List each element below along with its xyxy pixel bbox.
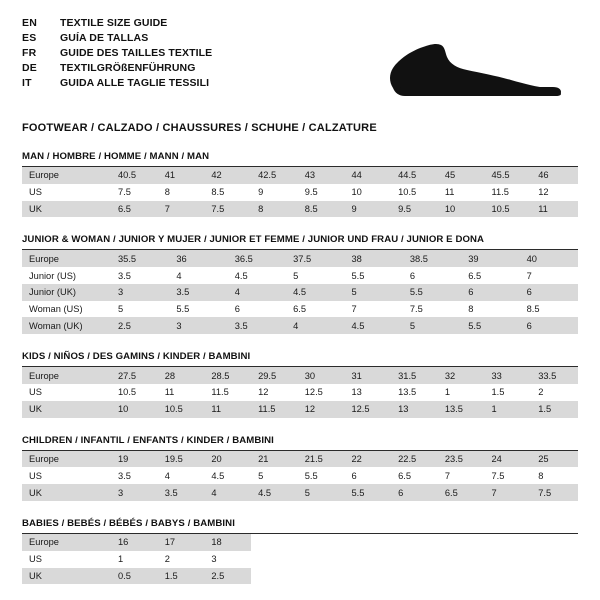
- cell: 9: [344, 201, 391, 218]
- row-label: UK: [22, 401, 111, 418]
- table-row: [22, 467, 578, 484]
- cell: 30: [298, 367, 345, 384]
- cell: 37.5: [286, 250, 344, 267]
- cell: 13.5: [438, 401, 485, 418]
- language-code: DE: [22, 61, 37, 74]
- cell: 17: [158, 534, 205, 551]
- cell-empty: [485, 551, 532, 568]
- cell: 6: [351, 470, 357, 481]
- cell-empty: [531, 568, 578, 585]
- cell-empty: [344, 551, 391, 568]
- row-label: Europe: [22, 534, 111, 551]
- cell: 4: [164, 470, 170, 481]
- row-label: US: [29, 470, 42, 481]
- table-row: [22, 451, 578, 468]
- language-title-body: [22, 16, 212, 90]
- row-label: Europe: [22, 367, 111, 384]
- block-title: CHILDREN / INFANTIL / ENFANTS / KINDER / BAMBINI: [22, 434, 274, 446]
- cell: 12.5: [304, 387, 323, 398]
- cell: 11: [164, 387, 175, 398]
- cell-empty: [251, 534, 298, 551]
- language-title: GUIDE DES TAILLES TEXTILE: [60, 46, 213, 59]
- cell: 1.5: [491, 387, 505, 398]
- cell: 41: [158, 167, 205, 184]
- cell: 12: [258, 387, 269, 398]
- cell: 23.5: [438, 451, 485, 468]
- cell: 45: [438, 167, 485, 184]
- table-row: [22, 534, 578, 551]
- cell: 35.5: [111, 250, 169, 267]
- cell: 6: [520, 284, 578, 301]
- block-title: MAN / HOMBRE / HOMME / MANN / MAN: [22, 151, 210, 162]
- cell: 7.5: [204, 201, 251, 218]
- cell: 6: [391, 484, 438, 501]
- cell: 3.5: [169, 284, 227, 301]
- cell: 6.5: [398, 470, 412, 481]
- cell: 8: [251, 201, 298, 218]
- cell: 8: [468, 304, 474, 315]
- cell: 31: [344, 367, 391, 384]
- cell: 19.5: [158, 451, 205, 468]
- cell: 5: [293, 270, 299, 281]
- cell: 1: [485, 401, 532, 418]
- row-label: UK: [22, 568, 111, 585]
- cell: 7.5: [409, 304, 423, 315]
- size-block-junior-woman: [22, 234, 578, 334]
- size-table: [22, 534, 578, 584]
- cell: 5: [258, 470, 264, 481]
- cell: 1.5: [531, 401, 578, 418]
- cell: 10.5: [398, 187, 417, 198]
- cell: 7: [444, 470, 450, 481]
- cell: 43: [298, 167, 345, 184]
- language-title: TEXTILGRÖßENFÜHRUNG: [60, 61, 196, 74]
- cell: 4: [228, 284, 286, 301]
- cell: 5.5: [461, 317, 519, 334]
- cell: 6: [409, 270, 416, 281]
- cell: 33: [485, 367, 532, 384]
- size-table: [22, 367, 578, 417]
- cell: 13.5: [398, 387, 417, 398]
- cell: 2: [164, 554, 170, 565]
- cell: 11.5: [491, 187, 509, 198]
- cell: 6.5: [468, 270, 482, 281]
- size-table: [22, 250, 578, 334]
- cell: 11.5: [251, 401, 298, 418]
- dress-shoe-icon: [370, 30, 570, 108]
- table-row: [22, 250, 578, 267]
- cell-empty: [344, 568, 391, 585]
- table-row: [22, 201, 578, 218]
- cell: 3: [169, 317, 227, 334]
- cell: 13: [351, 387, 362, 398]
- cell-empty: [531, 551, 578, 568]
- cell: 3.5: [228, 317, 286, 334]
- cell: 11: [444, 187, 455, 198]
- cell: 42.5: [251, 167, 298, 184]
- cell: 21.5: [298, 451, 345, 468]
- language-code: FR: [22, 46, 37, 59]
- cell: 4: [176, 270, 182, 281]
- cell: 10: [351, 187, 362, 198]
- cell-empty: [485, 534, 532, 551]
- cell: 10.5: [158, 401, 205, 418]
- table-row: [22, 384, 578, 401]
- cell: 8: [538, 470, 544, 481]
- block-title: KIDS / NIÑOS / DES GAMINS / KINDER / BAMBINI: [22, 351, 251, 363]
- cell: 10.5: [118, 387, 137, 398]
- cell: 11.5: [211, 387, 229, 398]
- cell-empty: [438, 568, 485, 585]
- cell: 32: [438, 367, 485, 384]
- page-title: FOOTWEAR / CALZADO / CHAUSSURES / SCHUHE / CALZATURE: [22, 122, 377, 134]
- row-label: Woman (US): [29, 304, 83, 315]
- cell: 36.5: [228, 250, 286, 267]
- cell-empty: [298, 551, 345, 568]
- cell: 7: [351, 304, 357, 315]
- cell: 31.5: [391, 367, 438, 384]
- cell: 22.5: [391, 451, 438, 468]
- block-title: BABIES / BEBÉS / BÉBÉS / BABYS / BAMBINI: [22, 517, 235, 529]
- cell: 36: [169, 250, 227, 267]
- cell: 5.5: [351, 270, 365, 281]
- cell: 20: [204, 451, 251, 468]
- cell: 1: [444, 387, 450, 398]
- cell: 9: [258, 187, 264, 198]
- table-row: [22, 267, 578, 284]
- cell: 4.5: [234, 270, 248, 281]
- cell: 27.5: [111, 367, 158, 384]
- cell: 5.5: [403, 284, 461, 301]
- row-label: Woman (UK): [22, 317, 111, 334]
- cell: 2.5: [111, 317, 169, 334]
- language-title: GUÍA DE TALLAS: [60, 32, 149, 45]
- cell-empty: [391, 551, 438, 568]
- cell: 4.5: [251, 484, 298, 501]
- cell: 1: [118, 554, 124, 565]
- cell: 13: [391, 401, 438, 418]
- cell: 4: [286, 317, 344, 334]
- cell: 12: [538, 187, 549, 198]
- cell: 44: [344, 167, 391, 184]
- cell: 3: [111, 484, 158, 501]
- cell: 46: [531, 167, 578, 184]
- cell: 39: [461, 250, 519, 267]
- table-row: [22, 367, 578, 384]
- language-code: EN: [22, 17, 37, 30]
- cell: 40.5: [111, 167, 158, 184]
- cell: 12: [298, 401, 345, 418]
- size-table: [22, 167, 578, 217]
- row-label: Europe: [22, 451, 111, 468]
- row-label: US: [29, 554, 42, 565]
- cell-empty: [438, 551, 485, 568]
- cell: 25: [531, 451, 578, 468]
- cell: 5: [298, 484, 345, 501]
- cell: 7.5: [118, 187, 131, 198]
- language-title: TEXTILE SIZE GUIDE: [60, 17, 168, 30]
- cell: 2.5: [204, 568, 251, 585]
- table-row: [22, 184, 578, 201]
- table-row: [22, 284, 578, 301]
- size-block-man: [22, 151, 578, 217]
- row-label: Europe: [22, 167, 111, 184]
- cell-empty: [344, 534, 391, 551]
- cell: 5: [403, 317, 461, 334]
- language-row: [22, 76, 212, 91]
- cell: 4.5: [211, 470, 225, 481]
- cell: 0.5: [111, 568, 158, 585]
- row-label: US: [29, 387, 42, 398]
- cell: 11: [531, 201, 578, 218]
- language-row: [22, 61, 212, 76]
- language-row: [22, 16, 212, 31]
- table-row: [22, 484, 578, 501]
- cell: 6.5: [111, 201, 158, 218]
- cell: 5: [345, 284, 403, 301]
- cell: 8: [164, 187, 170, 198]
- cell: 19: [111, 451, 158, 468]
- size-block-babies: [22, 518, 578, 584]
- cell: 6: [234, 304, 240, 315]
- row-label: UK: [22, 201, 111, 218]
- cell: 10: [438, 201, 485, 218]
- language-code: IT: [22, 76, 32, 89]
- cell: 7: [526, 270, 532, 281]
- cell: 3.5: [158, 484, 205, 501]
- cell: 10: [111, 401, 158, 418]
- cell: 6.5: [438, 484, 485, 501]
- table-row: [22, 401, 578, 418]
- cell-empty: [485, 568, 532, 585]
- language-row: [22, 46, 212, 61]
- cell: 8.5: [211, 187, 225, 198]
- table-row: [22, 551, 578, 568]
- cell: 38: [345, 250, 403, 267]
- cell: 8.5: [298, 201, 345, 218]
- cell: 18: [204, 534, 251, 551]
- cell: 4.5: [345, 317, 403, 334]
- cell: 28: [158, 367, 205, 384]
- cell: 5.5: [344, 484, 391, 501]
- cell: 3: [111, 284, 169, 301]
- cell-empty: [298, 568, 345, 585]
- cell: 9.5: [391, 201, 438, 218]
- cell: 12.5: [344, 401, 391, 418]
- cell: 7: [158, 201, 205, 218]
- cell-empty: [298, 534, 345, 551]
- language-title-list: [22, 16, 212, 90]
- row-label: Junior (UK): [22, 284, 111, 301]
- cell: 6: [461, 284, 519, 301]
- cell: 4.5: [286, 284, 344, 301]
- cell: 40: [520, 250, 578, 267]
- row-label: Europe: [22, 250, 111, 267]
- cell: 29.5: [251, 367, 298, 384]
- cell: 10.5: [485, 201, 532, 218]
- cell: 21: [251, 451, 298, 468]
- cell: 33.5: [531, 367, 578, 384]
- cell: 2: [538, 387, 544, 398]
- cell: 1.5: [158, 568, 205, 585]
- cell: 22: [344, 451, 391, 468]
- cell: 3.5: [118, 270, 131, 281]
- table-row: [22, 301, 578, 318]
- cell-empty: [391, 568, 438, 585]
- cell: 16: [111, 534, 158, 551]
- cell: 7: [485, 484, 532, 501]
- table-row: [22, 317, 578, 334]
- cell-empty: [531, 534, 578, 551]
- row-label: UK: [22, 484, 111, 501]
- cell: 44.5: [391, 167, 438, 184]
- language-code: ES: [22, 32, 37, 45]
- language-row: [22, 31, 212, 46]
- cell-empty: [251, 568, 298, 585]
- cell: 6.5: [293, 304, 307, 315]
- block-title: JUNIOR & WOMAN / JUNIOR Y MUJER / JUNIOR ET FEMME / JUNIOR UND FRAU / JUNIOR E DONA: [22, 234, 485, 246]
- row-label: US: [29, 187, 42, 198]
- cell: 7.5: [531, 484, 578, 501]
- cell: 8.5: [526, 304, 540, 315]
- language-title: GUIDA ALLE TAGLIE TESSILI: [60, 76, 210, 89]
- cell-empty: [438, 534, 485, 551]
- cell: 4: [204, 484, 251, 501]
- cell-empty: [251, 551, 298, 568]
- size-table: [22, 451, 578, 501]
- table-row: [22, 568, 578, 585]
- cell: 3.5: [118, 470, 131, 481]
- cell: 3: [211, 554, 217, 565]
- cell: 11: [204, 401, 251, 418]
- cell: 5.5: [304, 470, 318, 481]
- table-row: [22, 167, 578, 184]
- cell: 5.5: [176, 304, 190, 315]
- cell: 28.5: [204, 367, 251, 384]
- row-label: Junior (US): [29, 270, 77, 281]
- cell: 5: [118, 304, 124, 315]
- cell: 45.5: [485, 167, 532, 184]
- size-block-children: [22, 435, 578, 501]
- cell: 7.5: [491, 470, 505, 481]
- size-block-kids: [22, 351, 578, 417]
- cell: 9.5: [304, 187, 318, 198]
- cell: 42: [204, 167, 251, 184]
- cell: 6: [520, 317, 578, 334]
- cell: 38.5: [403, 250, 461, 267]
- cell-empty: [391, 534, 438, 551]
- document-header: [22, 16, 578, 108]
- cell: 24: [485, 451, 532, 468]
